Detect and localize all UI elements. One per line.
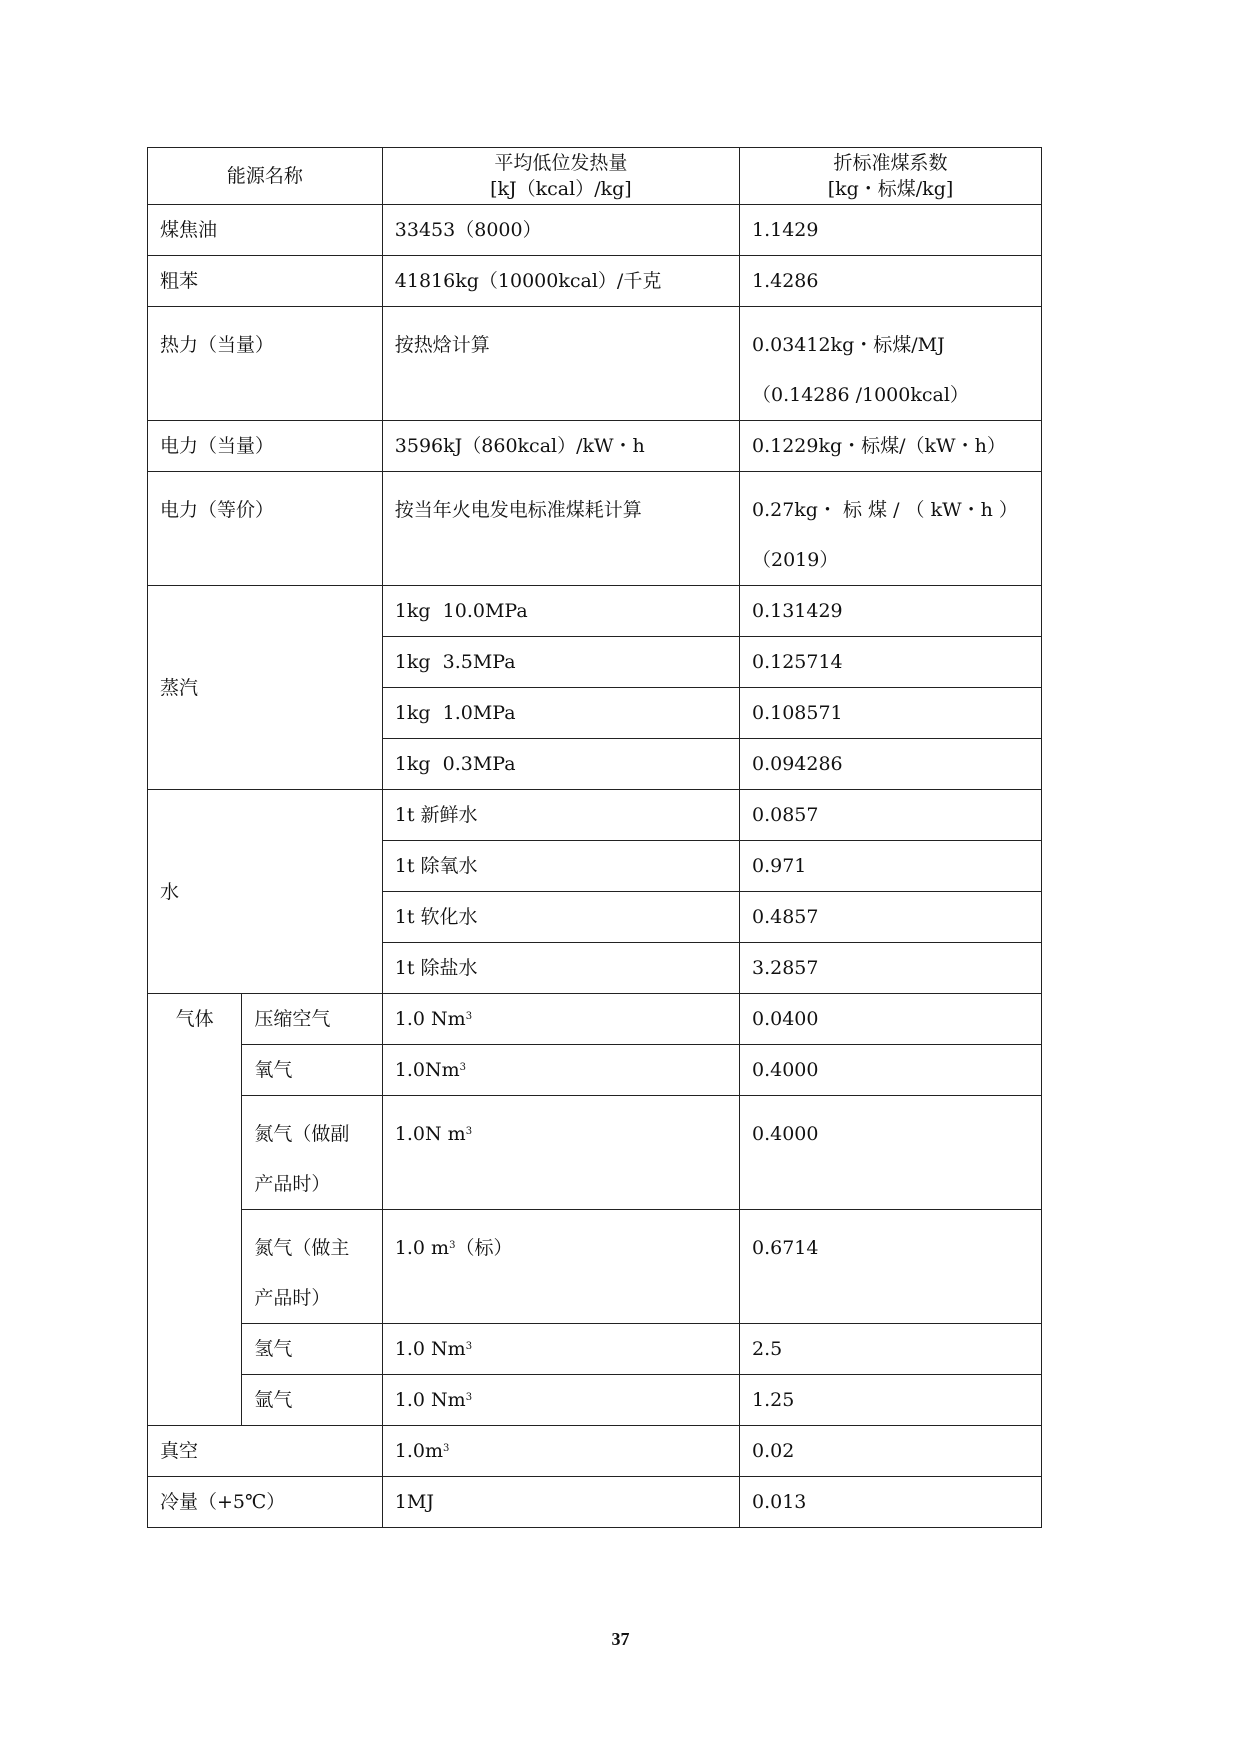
superscript: 3 [459,1062,467,1073]
vacuum-spec-text: 1.0m [394,1440,444,1462]
water-coef: 3.2857 [739,943,1041,994]
gas-sub [242,1210,382,1324]
row-coef-line2: （2019） [751,549,839,571]
superscript: 3 [443,1443,450,1454]
header-heat-value [382,148,739,205]
gas-spec-text: 1.0 Nm [394,1008,466,1030]
row-name: 冷量（+5℃） [148,1477,383,1528]
superscript: 3 [465,1392,473,1403]
header-coef-line2: [kg・标煤/kg] [827,178,954,200]
gas-sub-line1: 氮气（做主 [254,1237,350,1259]
steam-name: 蒸汽 [148,586,383,790]
table-row [148,1045,1042,1096]
table-row [148,472,1042,586]
gas-spec-text: 1.0 m [394,1237,450,1259]
table-row [148,307,1042,421]
row-heat: 3596kJ（860kcal）/kW・h [382,421,739,472]
table-row [148,256,1042,307]
row-heat [382,472,739,586]
row-coef: 1.4286 [739,256,1041,307]
water-name: 水 [148,790,383,994]
row-heat [382,307,739,421]
table-row [148,1426,1042,1477]
gas-sub-line2: 产品时） [254,1287,331,1309]
row-heat-text: 按热焓计算 [394,334,490,356]
water-spec: 1t 新鲜水 [382,790,739,841]
header-coal-coef [739,148,1041,205]
gas-spec-text: 1.0N m [394,1123,466,1145]
gas-spec [382,1375,739,1426]
row-name-text: 热力（当量） [160,334,275,356]
water-coef: 0.971 [739,841,1041,892]
gas-spec-tail: （标） [455,1237,513,1259]
table-row [148,205,1042,256]
steam-spec: 1kg 3.5MPa [382,637,739,688]
water-coef: 0.0857 [739,790,1041,841]
gas-coef: 0.0400 [739,994,1041,1045]
row-name: 煤焦油 [148,205,383,256]
gas-sub-line1: 氮气（做副 [254,1123,350,1145]
page-number: 37 [611,1629,630,1649]
gas-spec [382,1096,739,1210]
gas-spec-text: 1.0 Nm [394,1338,466,1360]
gas-sub: 氢气 [242,1324,382,1375]
row-coef [739,307,1041,421]
steam-spec: 1kg 0.3MPa [382,739,739,790]
gas-sub: 压缩空气 [242,994,382,1045]
row-coef-line1: 0.27kg・ 标 煤 / （ kW・h ） [751,499,1018,521]
gas-spec [382,1210,739,1324]
header-energy-name: 能源名称 [148,148,383,205]
row-heat [382,1426,739,1477]
steam-spec: 1kg 10.0MPa [382,586,739,637]
row-name [148,307,383,421]
gas-sub: 氧气 [242,1045,382,1096]
row-coef: 0.013 [739,1477,1041,1528]
steam-coef: 0.131429 [739,586,1041,637]
gas-coef: 0.4000 [739,1096,1041,1210]
water-coef: 0.4857 [739,892,1041,943]
row-coef [739,472,1041,586]
row-heat: 33453（8000） [382,205,739,256]
gas-spec [382,994,739,1045]
row-name: 粗苯 [148,256,383,307]
table-header-row [148,148,1042,205]
row-coef: 0.1229kg・标煤/（kW・h） [739,421,1041,472]
superscript: 3 [465,1011,473,1022]
water-spec: 1t 除盐水 [382,943,739,994]
gas-spec [382,1045,739,1096]
steam-coef: 0.108571 [739,688,1041,739]
table-row [148,421,1042,472]
superscript: 3 [465,1341,473,1352]
row-coef-line1: 0.03412kg・标煤/MJ [751,334,945,356]
gas-sub-line2: 产品时） [254,1173,331,1195]
gas-coef: 2.5 [739,1324,1041,1375]
gas-coef: 0.4000 [739,1045,1041,1096]
gas-spec-text: 1.0Nm [394,1059,460,1081]
row-name: 电力（当量） [148,421,383,472]
row-heat: 1MJ [382,1477,739,1528]
steam-coef: 0.125714 [739,637,1041,688]
superscript: 3 [465,1126,473,1137]
table-row [148,1477,1042,1528]
row-coef: 1.1429 [739,205,1041,256]
row-name [148,472,383,586]
gas-spec-text: 1.0 Nm [394,1389,466,1411]
table-row [148,994,1042,1045]
energy-conversion-table [147,147,1042,1528]
gas-sub [242,1096,382,1210]
row-heat-text: 按当年火电发电标准煤耗计算 [394,499,642,521]
row-coef-line2: （0.14286 /1000kcal） [751,384,969,406]
gas-sub: 氩气 [242,1375,382,1426]
row-coef: 0.02 [739,1426,1041,1477]
header-heat-line2: [kJ（kcal）/kg] [490,178,632,200]
water-spec: 1t 除氧水 [382,841,739,892]
table-row [148,1324,1042,1375]
table-row [148,790,1042,841]
header-heat-line1: 平均低位发热量 [494,152,628,174]
steam-spec: 1kg 1.0MPa [382,688,739,739]
row-heat: 41816kg（10000kcal）/千克 [382,256,739,307]
gas-coef: 0.6714 [739,1210,1041,1324]
table-row [148,1375,1042,1426]
table-row [148,586,1042,637]
row-name-text: 电力（等价） [160,499,275,521]
gas-coef: 1.25 [739,1375,1041,1426]
gas-spec [382,1324,739,1375]
row-name: 真空 [148,1426,383,1477]
table-row [148,1210,1042,1324]
superscript: 3 [449,1240,456,1251]
header-coef-line1: 折标准煤系数 [833,152,948,174]
table-row [148,1096,1042,1210]
water-spec: 1t 软化水 [382,892,739,943]
gas-name: 气体 [148,994,242,1426]
steam-coef: 0.094286 [739,739,1041,790]
